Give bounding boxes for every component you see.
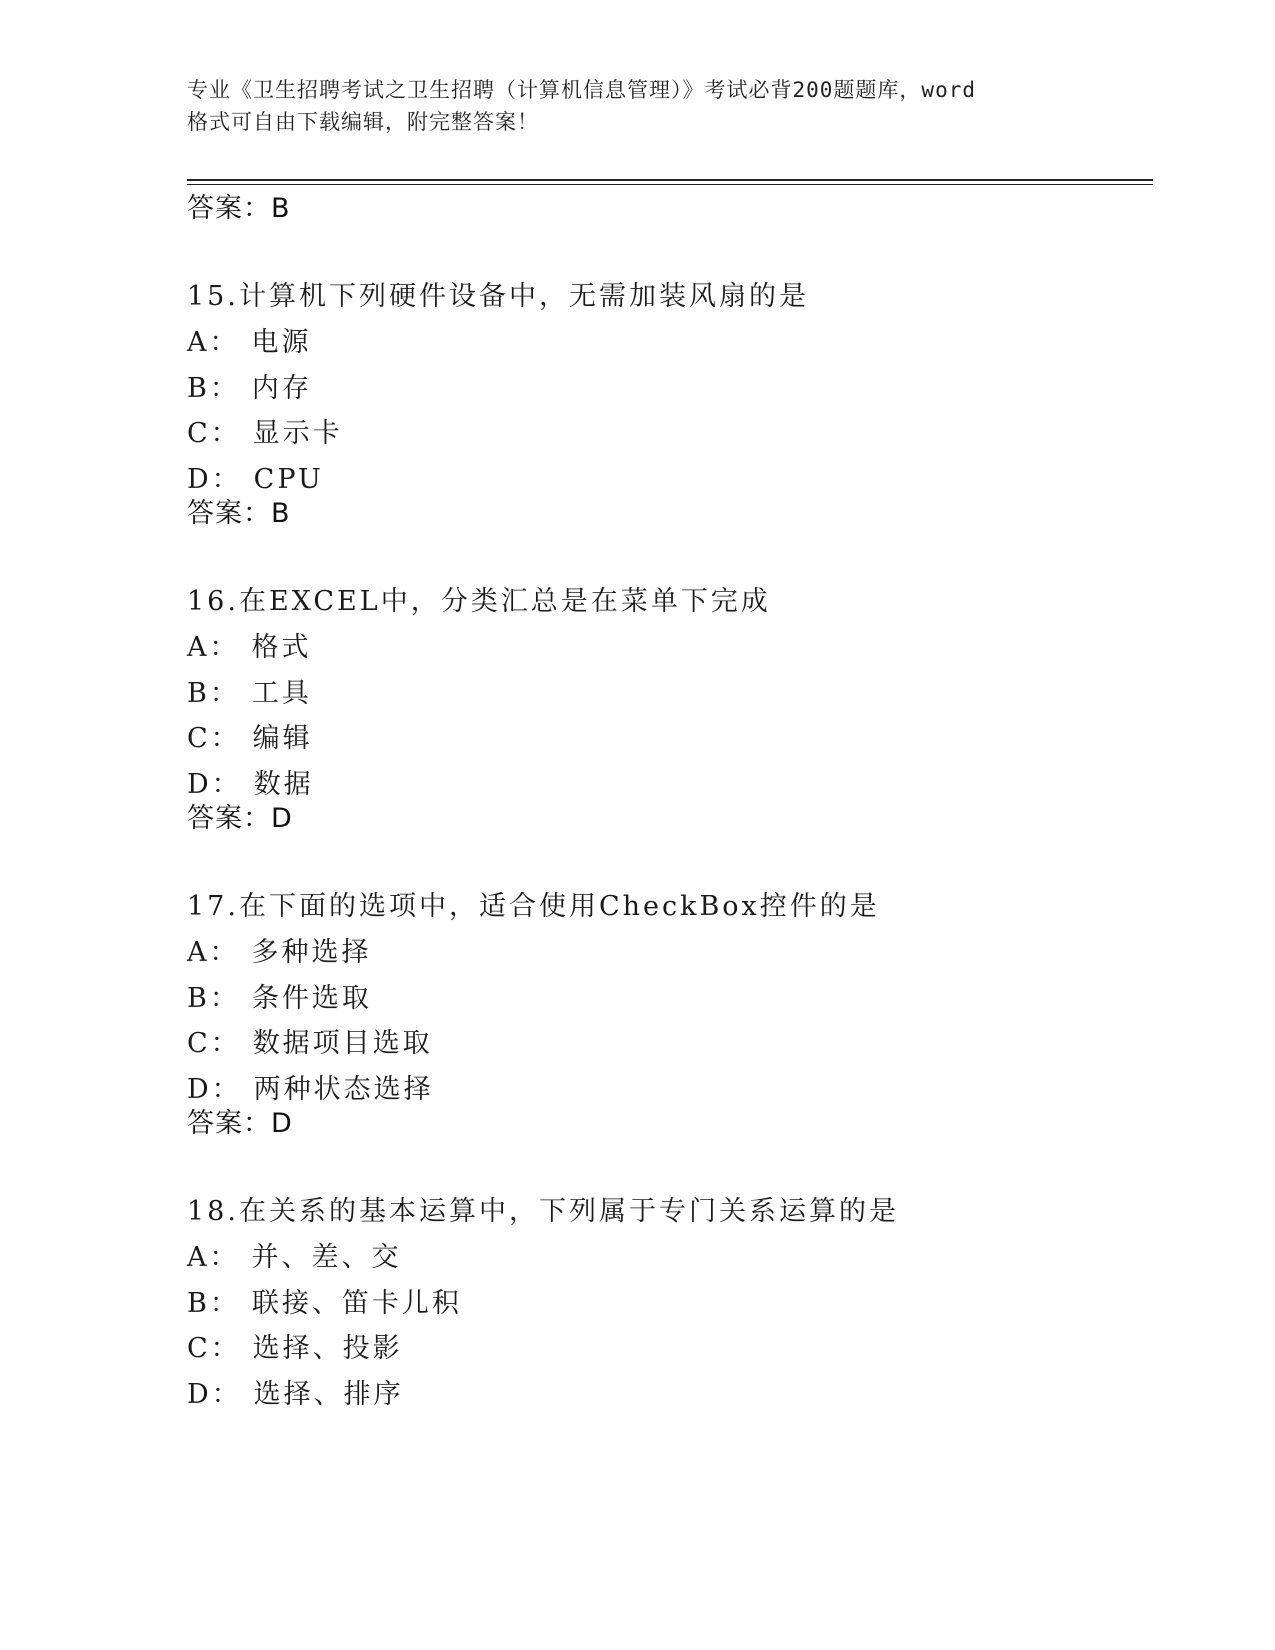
option-key: C： — [187, 418, 241, 449]
option-text: 工具 — [251, 677, 312, 709]
option-a — [187, 326, 1167, 372]
question-title: 18.在关系的基本运算中，下列属于专门关系运算的是 — [187, 1196, 899, 1227]
header-divider-thin — [187, 184, 1153, 185]
option-a — [187, 631, 1167, 677]
answer-top: 答案：B — [187, 193, 291, 224]
option-key: C： — [187, 723, 241, 754]
option-key: D： — [187, 1378, 242, 1410]
header-line-2: 格式可自由下载编辑，附完整答案！ — [187, 110, 539, 134]
option-key: A： — [187, 632, 240, 663]
option-text: 内存 — [251, 372, 312, 404]
option-text: CPU — [253, 463, 324, 495]
document-header — [187, 74, 1087, 138]
option-d — [187, 1378, 1167, 1424]
option-d — [187, 768, 1167, 814]
answer-15: 答案：B — [187, 498, 291, 529]
answer-17: 答案：D — [187, 1108, 293, 1139]
option-text: 多种选择 — [251, 937, 372, 968]
option-key: B： — [187, 677, 240, 709]
header-divider-thick — [187, 179, 1153, 181]
answer-16: 答案：D — [187, 803, 293, 834]
option-c — [187, 1332, 1167, 1378]
option-d — [187, 1073, 1167, 1119]
option-b — [187, 982, 1167, 1028]
option-b — [187, 1287, 1167, 1333]
option-key: B： — [187, 982, 240, 1014]
option-text: 格式 — [251, 632, 312, 663]
option-a — [187, 1241, 1167, 1287]
header-line-1: 专业《卫生招聘考试之卫生招聘（计算机信息管理）》考试必背200题题库，word — [187, 78, 976, 102]
question-title: 16.在EXCEL中，分类汇总是在菜单下完成 — [187, 586, 771, 617]
question-15 — [187, 280, 1167, 508]
option-text: 数据 — [253, 768, 314, 800]
option-b — [187, 372, 1167, 418]
option-d — [187, 463, 1167, 509]
question-title: 17.在下面的选项中，适合使用CheckBox控件的是 — [187, 891, 880, 922]
question-17 — [187, 890, 1167, 1118]
option-text: 编辑 — [252, 723, 313, 754]
option-text: 并、差、交 — [251, 1242, 402, 1273]
option-b — [187, 677, 1167, 723]
option-text: 选择、投影 — [252, 1333, 403, 1364]
option-key: A： — [187, 1242, 240, 1273]
option-key: A： — [187, 937, 240, 968]
option-text: 数据项目选取 — [252, 1028, 433, 1059]
question-18 — [187, 1195, 1167, 1423]
option-key: D： — [187, 768, 242, 800]
question-title: 15.计算机下列硬件设备中，无需加装风扇的是 — [187, 281, 809, 312]
option-key: A： — [187, 327, 240, 358]
option-text: 电源 — [251, 327, 312, 358]
option-key: C： — [187, 1333, 241, 1364]
option-key: C： — [187, 1028, 241, 1059]
option-c — [187, 417, 1167, 463]
option-text: 条件选取 — [251, 982, 372, 1014]
question-16 — [187, 585, 1167, 813]
option-c — [187, 722, 1167, 768]
option-key: B： — [187, 372, 240, 404]
option-a — [187, 936, 1167, 982]
option-text: 联接、笛卡儿积 — [251, 1287, 462, 1319]
option-text: 显示卡 — [252, 418, 343, 449]
option-key: D： — [187, 1073, 242, 1105]
option-text: 两种状态选择 — [253, 1073, 434, 1105]
option-text: 选择、排序 — [253, 1378, 404, 1410]
option-key: D： — [187, 463, 242, 495]
option-key: B： — [187, 1287, 240, 1319]
option-c — [187, 1027, 1167, 1073]
